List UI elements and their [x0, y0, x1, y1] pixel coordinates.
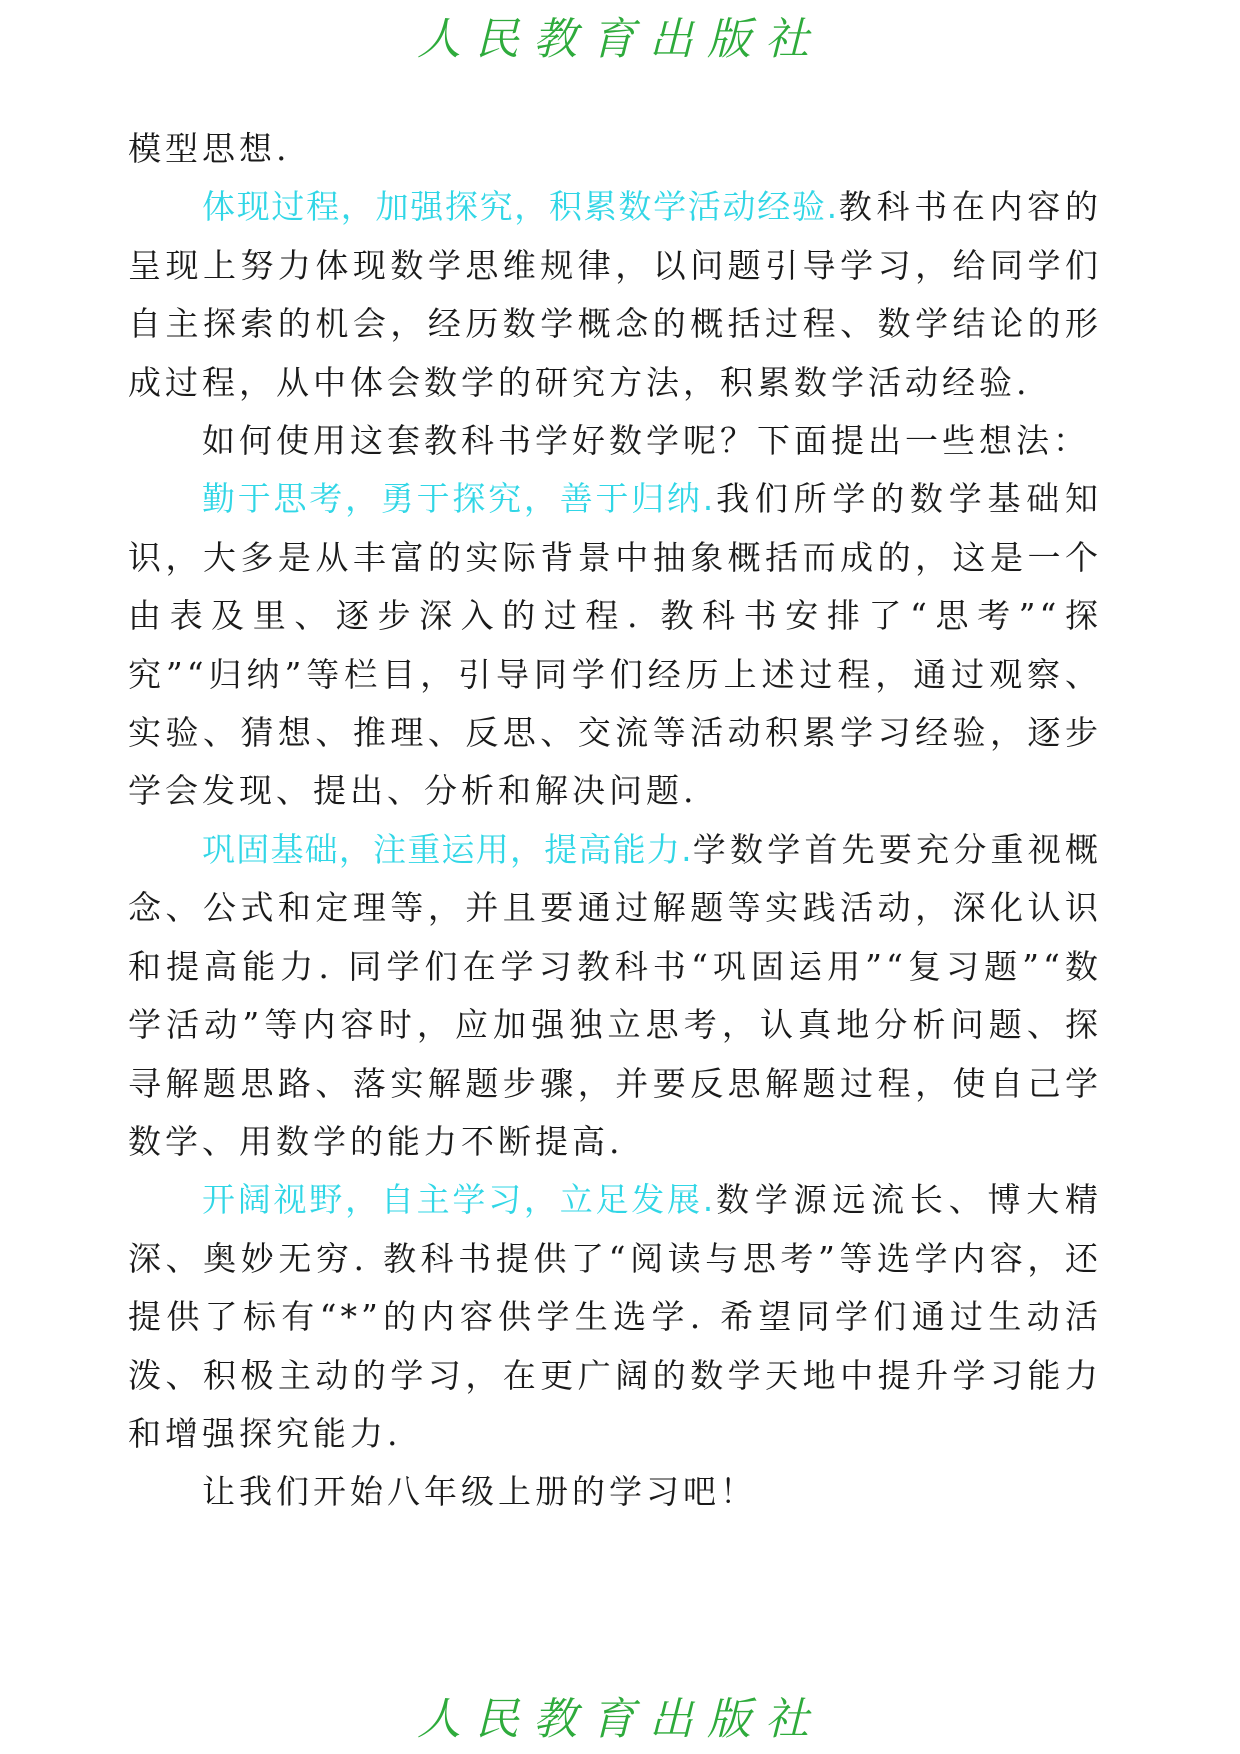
paragraph-closing	[128, 1463, 1102, 1521]
publisher-logo-footer: 人民教育出版社	[417, 1694, 823, 1745]
paragraph-text: 让我们开始八年级上册的学习吧！	[202, 1472, 757, 1512]
paragraph-text: 数学源远流长、博大精深、奥妙无穷. 教科书提供了“阅读与思考”等选学内容，还提供了标有“*”的内容供学生选学. 希望同学们通过生动活泼、积极主动的学习，在更广阔的数学天地中提升学习能力和增强探究能力.	[128, 1180, 1103, 1453]
paragraph-text: 模型思想.	[128, 129, 291, 168]
paragraph-text: 教科书在内容的呈现上努力体现数学思维规律，以问题引导学习，给同学们自主探索的机会，经历数学概念的概括过程、数学结论的形成过程，从中体会数学的研究方法，积累数学活动经验.	[128, 187, 1102, 402]
paragraph-heading: 勤于思考，勇于探究，善于归纳.	[202, 479, 715, 519]
paragraph-heading: 开阔视野，自主学习，立足发展.	[202, 1180, 715, 1220]
paragraph-model-thought	[128, 120, 1102, 178]
paragraph-broaden-horizon	[128, 1171, 1102, 1463]
paragraph-think-explore	[128, 470, 1102, 820]
paragraph-heading: 巩固基础，注重运用，提高能力.	[202, 829, 693, 869]
paragraph-text: 如何使用这套教科书学好数学呢？下面提出一些想法：	[202, 421, 1090, 461]
page-content	[128, 120, 1102, 1522]
paragraph-process-inquiry	[128, 178, 1102, 412]
paragraph-how-to-use	[128, 412, 1102, 470]
paragraph-heading: 体现过程，加强探究，积累数学活动经验.	[202, 187, 839, 227]
paragraph-consolidate-basics	[128, 821, 1102, 1171]
publisher-logo-header: 人民教育出版社	[417, 14, 823, 65]
paragraph-text: 我们所学的数学基础知识，大多是从丰富的实际背景中抽象概括而成的，这是一个由表及里、逐步深入的过程. 教科书安排了“思考”“探究”“归纳”等栏目，引导同学们经历上述过程，通过观察、实验、猜想、推理、反思、交流等活动积累学习经验，逐步学会发现、提出、分析和解决问题.	[128, 479, 1103, 811]
paragraph-text: 学数学首先要充分重视概念、公式和定理等，并且要通过解题等实践活动，深化认识和提高能力. 同学们在学习教科书“巩固运用”“复习题”“数学活动”等内容时，应加强独立思考，认真地分析问题、探寻解题思路、落实解题步骤，并要反思解题过程，使自己学数学、用数学的能力不断提高.	[128, 829, 1102, 1161]
